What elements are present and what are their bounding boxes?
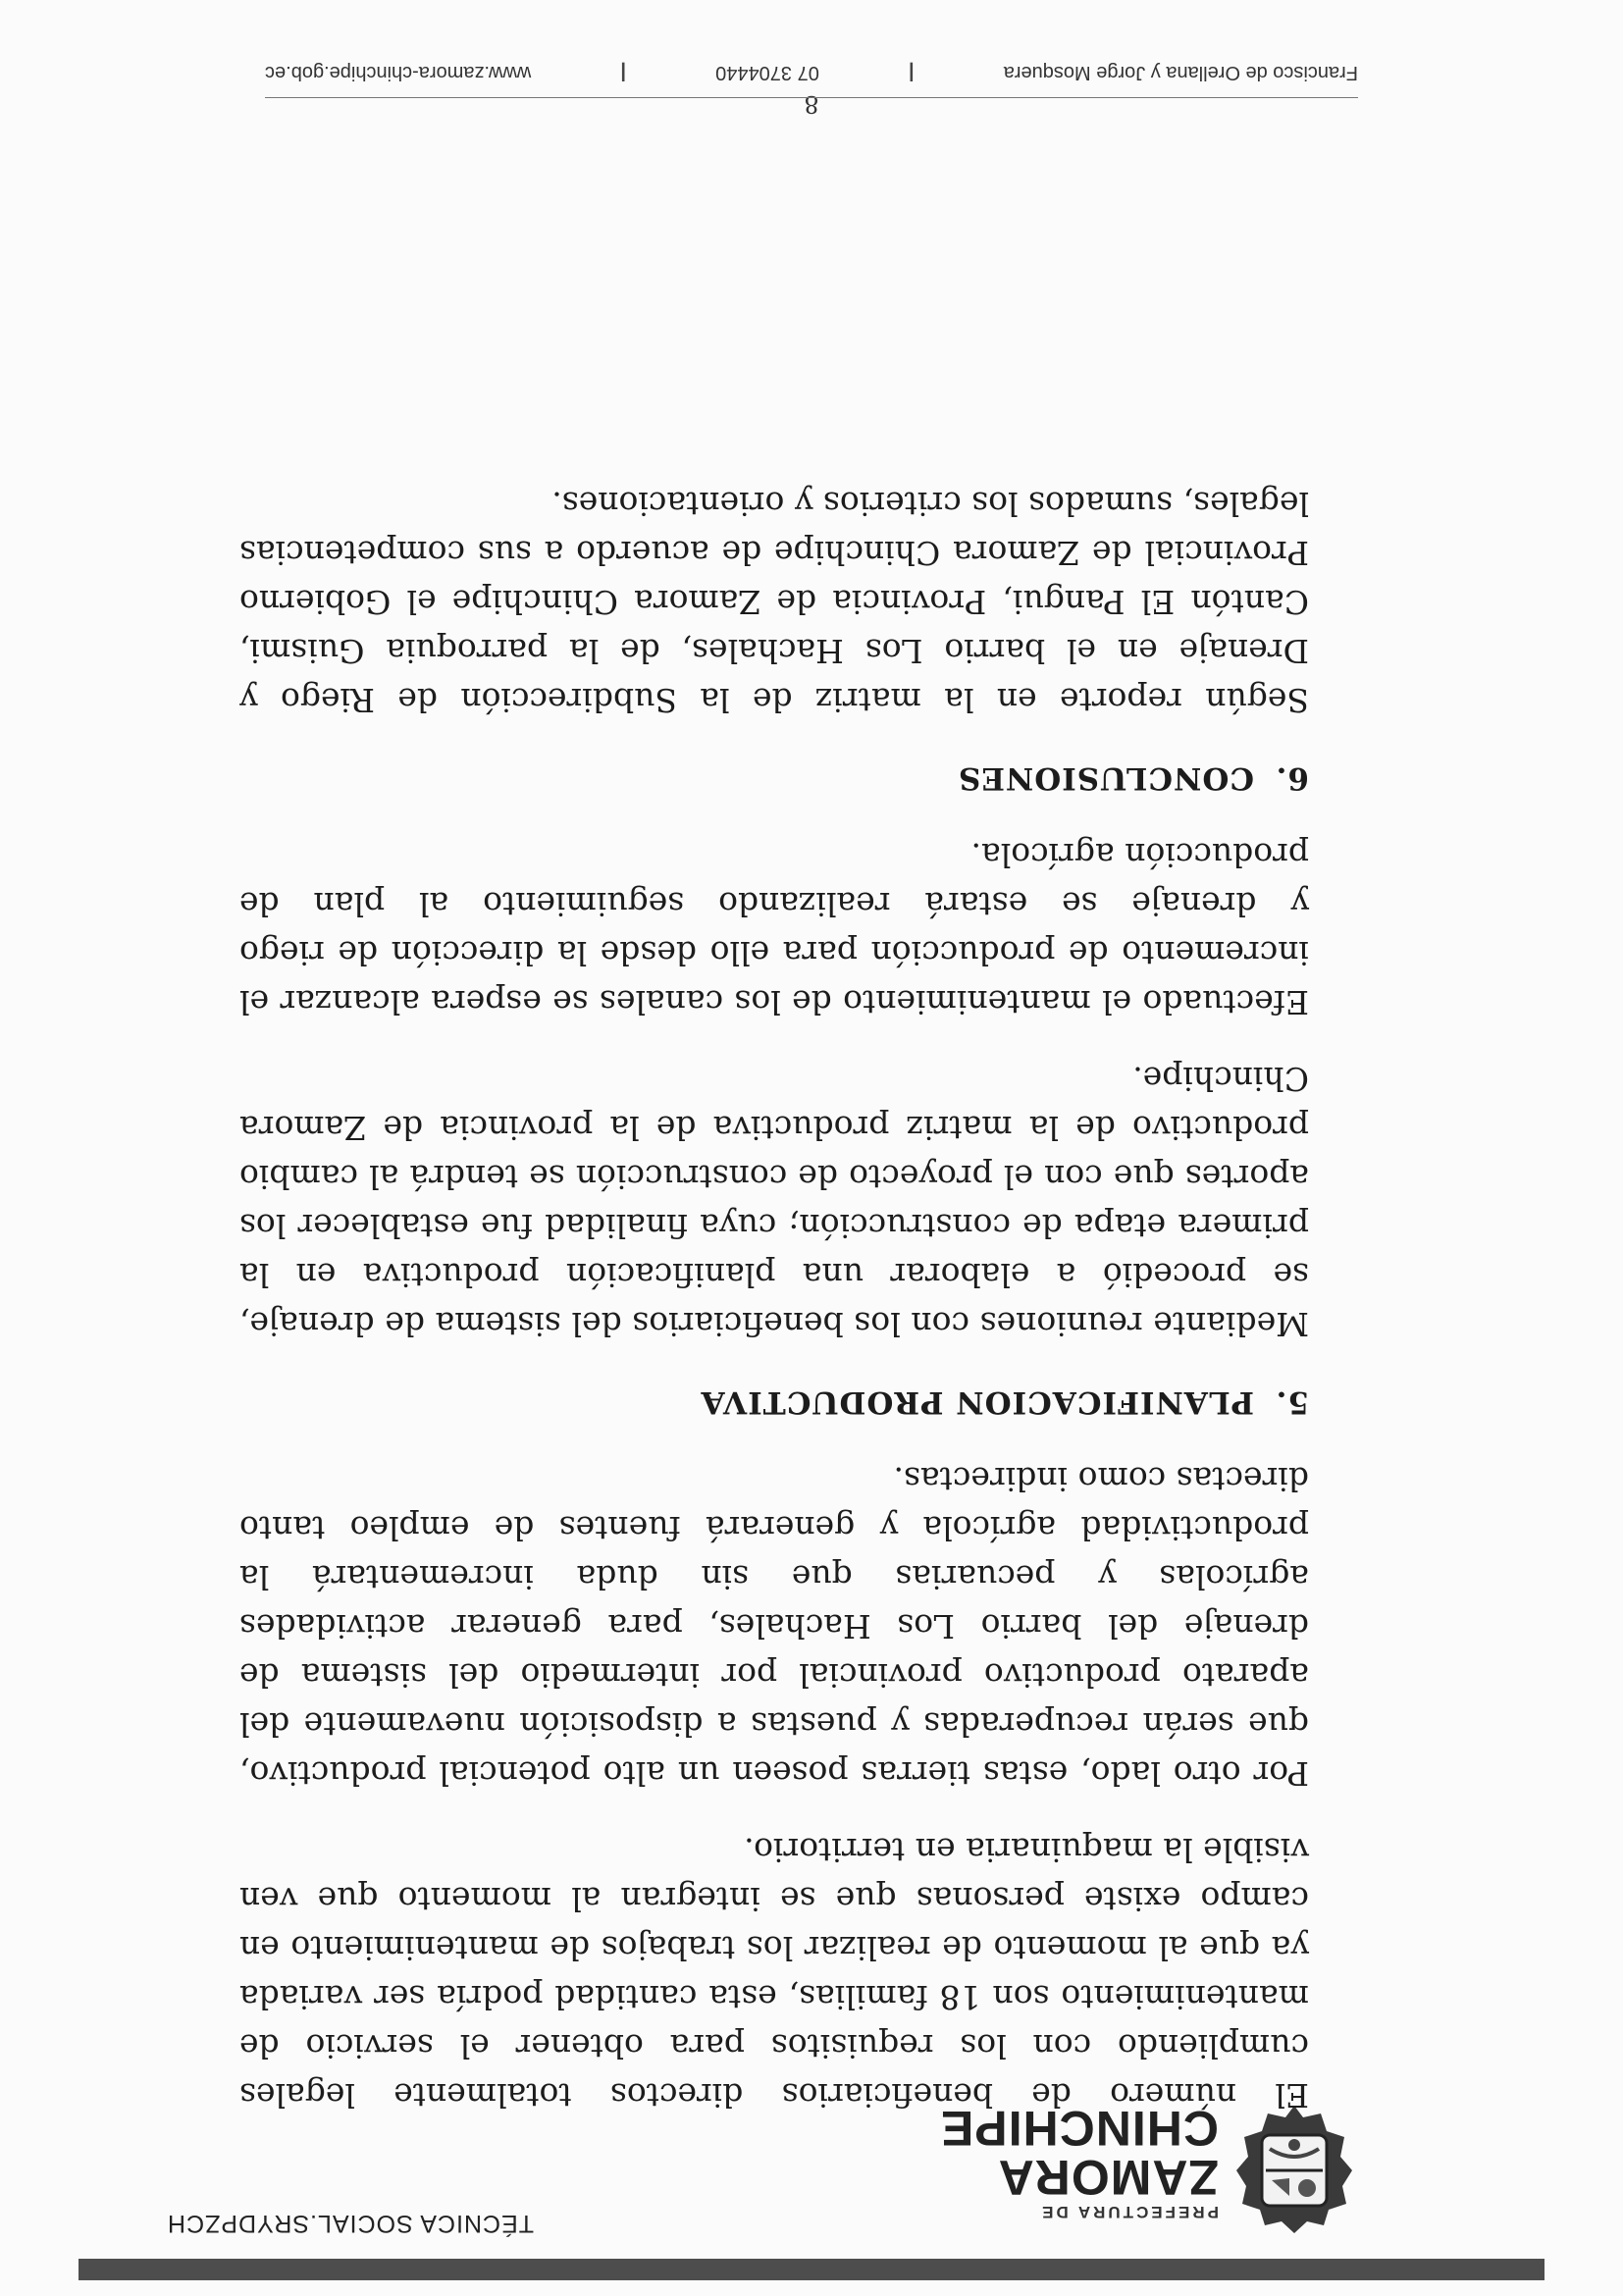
footer-address: Francisco de Orellana y Jorge Mosquera: [1003, 62, 1358, 83]
section-6-heading: [239, 754, 1309, 803]
section-5-heading: [239, 1378, 1309, 1427]
prefectura-wordmark: [939, 2101, 1219, 2221]
paragraph-conclusions: Según reporte en la matriz de la Subdirección de Riego y Drenaje en el barrio Los Hachales, de la parroquia Guismi, Cantón El Pangui, Provincia de Zamora Chinchipe el Gobierno Provincial de Zamora Chinchipe de acuerdo a sus competencias legales, sumados los criterios y orientaciones.: [239, 485, 1309, 719]
footer-separator: |: [908, 62, 915, 83]
coat-of-arms-icon: [1230, 2102, 1358, 2239]
header-bar: [79, 2259, 1544, 2280]
page-number: 8: [804, 90, 819, 118]
logo-line-chinchipe: CHINCHIPE: [939, 2101, 1219, 2156]
paragraph-planning: Mediante reuniones con los beneficiarios del sistema de drenaje, se procedió a elaborar una planificación productiva en la primera etapa de construcción; cuya finalidad fue establecer los aportes que con el proyecto de construcción se tendrá al cambio productivo de la matriz productiva de la provincia de Zamora Chinchipe.: [239, 1060, 1309, 1343]
section-6-title: CONCLUSIONES: [957, 760, 1254, 796]
paragraph-potential: Por otro lado, estas tierras poseen un alto potencial productivo, que serán recuperadas y puestas a disposición nuevamente del aparato productivo provincial por intermedio del sistema de drenaje del barrio Los Hachales, para generar actividades agrícolas y pecuarias que sin duda incrementará la productividad agrícola y generará fuentes de empleo tanto directas como indirectas.: [239, 1460, 1309, 1793]
footer-phone: 07 3704440: [715, 62, 819, 83]
section-6-number: 6.: [1275, 760, 1309, 796]
paragraph-maintenance: Efectuado el mantenimiento de los canales se espera alcanzar el incremento de producción para ello desde la dirección de riego y drenaje se estará realizando seguimiento al plan de producción agrícola.: [239, 836, 1309, 1021]
technical-signature: TÉCNICA SOCIAL.SRYDPZCH: [166, 2210, 534, 2237]
footer-website: www.zamora-chinchipe.gob.ec: [265, 62, 532, 83]
paragraph-beneficiaries: El número de beneficiarios directos totalmente legales cumpliendo con los requisitos para obtener el servicio de mantenimiento son 18 familias, esta cantidad podría ser variada ya que al momento de realizar los trabajos de mantenimiento en campo existe personas que se integran al momento que ven visible la maquinaria en territorio.: [239, 1831, 1309, 2114]
logo-line-zamora: ZAMORA: [997, 2150, 1219, 2205]
document-body: [239, 451, 1309, 2119]
section-5-number: 5.: [1275, 1384, 1309, 1420]
logo-line-prefectura: PREFECTURA DE: [1039, 2203, 1219, 2221]
section-5-title: PLANIFICACION PRODUCTIVA: [700, 1384, 1254, 1420]
footer: [265, 61, 1358, 98]
footer-separator: |: [620, 62, 627, 83]
